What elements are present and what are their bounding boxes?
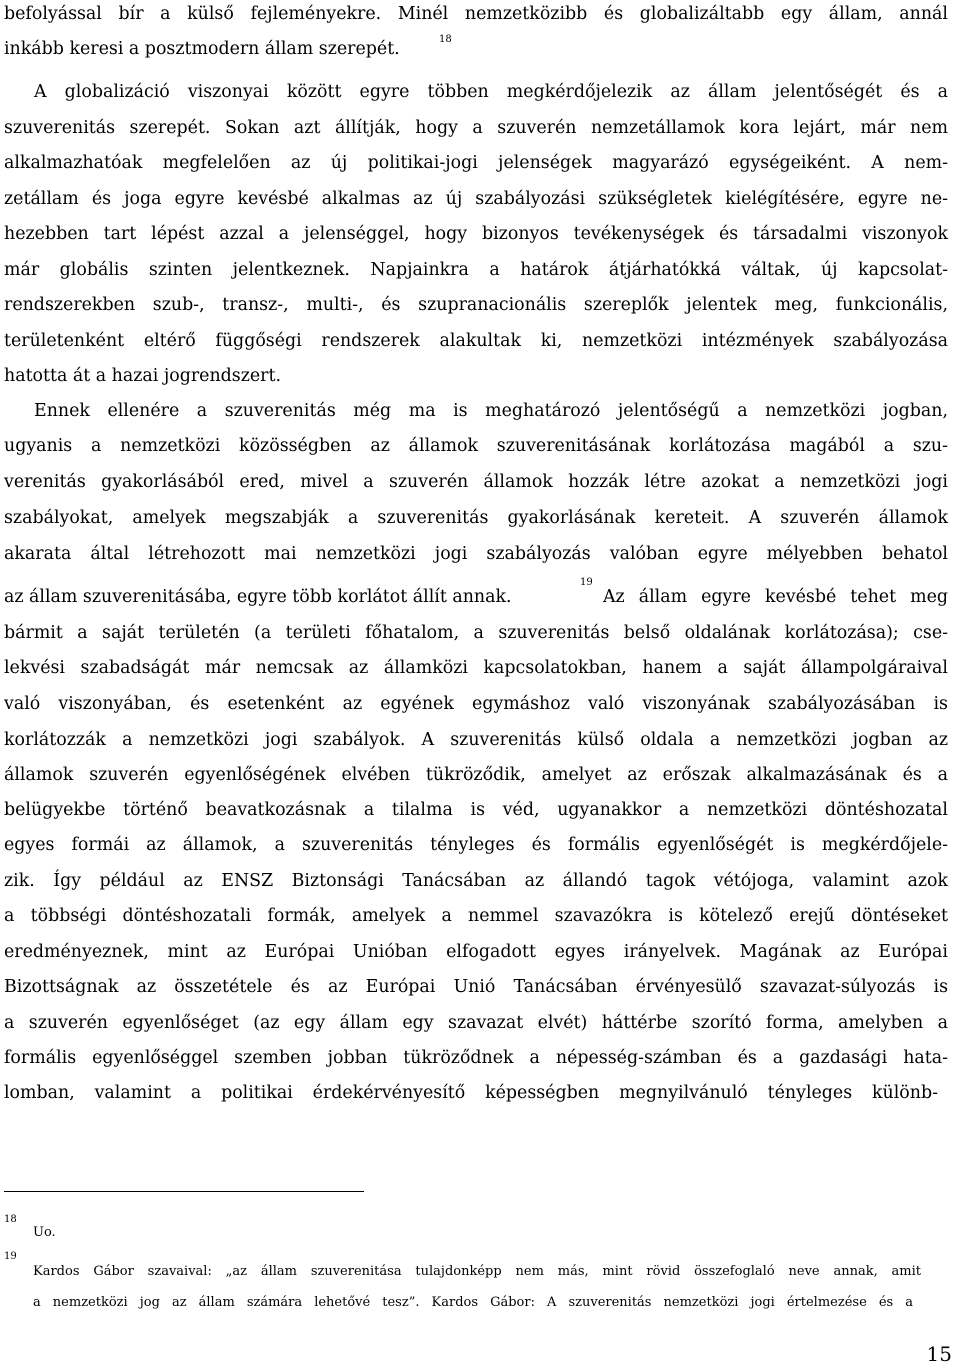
body-line: hatotta át a hazai jogrendszert. (4, 366, 282, 386)
body-line: Ennek ellenére a szuverenitás még ma is meghatározó jelentőségű a nemzetközi jogban, (34, 401, 948, 421)
body-line: ugyanis a nemzetközi közösségben az államok szuverenitásának korlátozása magából a szu- (4, 436, 948, 456)
body-line: belügyekbe történő beavatkozásnak a tilalma is véd, ugyanakkor a nemzetközi döntéshozatal (4, 800, 948, 820)
body-line: egyes formái az államok, a szuverenitás tényleges és formális egyenlőségét is megkérdőjele- (4, 835, 948, 855)
footnote-ref[interactable]: 18 (439, 34, 452, 45)
body-line: formális egyenlőséggel szemben jobban tükröződnek a népesség-számban és a gazdasági hata- (4, 1048, 948, 1068)
body-line: Bizottságnak az összetétele és az Európai Unió Tanácsában érvényesülő szavazat-súlyozás is (4, 977, 948, 997)
footnote-text: a nemzetközi jog az állam számára lehetővé tesz”. Kardos Gábor: A szuverenitás nemzetközi jogi értelmezése és a (33, 1295, 913, 1310)
body-line: Az állam egyre kevésbé tehet meg (603, 587, 948, 607)
body-line: eredményeznek, mint az Európai Unióban elfogadott egyes irányelvek. Magának az Európai (4, 942, 948, 962)
body-line: alkalmazhatóak megfelelően az új politikai-jogi jelenségek magyarázó egységeiként. A nem- (4, 153, 948, 173)
body-line: területenként eltérő függőségi rendszerek alakultak ki, nemzetközi intézmények szabályozása (4, 331, 948, 351)
page-number: 15 (926, 1342, 952, 1366)
body-line: a szuverén egyenlőséget (az egy állam egy szavazat elvét) háttérbe szorító forma, amelyben a (4, 1013, 948, 1033)
body-line: szabályokat, amelyek megszabják a szuverenitás gyakorlásának kereteit. A szuverén államok (4, 508, 948, 528)
body-line: zik. Így például az ENSZ Biztonsági Tanácsában az állandó tagok vétójoga, valamint azok (4, 871, 948, 891)
body-line: már globális szinten jelentkeznek. Napjainkra a határok átjárhatókká váltak, új kapcsolat- (4, 260, 948, 280)
footnote-text: Uo. (33, 1225, 56, 1240)
body-line: korlátozzák a nemzetközi jogi szabályok. A szuverenitás külső oldala a nemzetközi jogban az (4, 730, 948, 750)
footnote-ref[interactable]: 19 (580, 577, 593, 588)
body-line: befolyással bír a külső fejleményekre. Minél nemzetközibb és globalizáltabb egy állam, annál (4, 4, 948, 24)
body-line: a többségi döntéshozatali formák, amelyek a nemmel szavazókra is kötelező erejű döntéseket (4, 906, 948, 926)
body-line: zetállam és joga egyre kevésbé alkalmas az új szabályozási szükségletek kielégítésére, egyre ne- (4, 189, 948, 209)
footnote-separator (4, 1191, 364, 1192)
body-line: szuverenitás szerepét. Sokan azt állítják, hogy a szuverén nemzetállamok kora lejárt, már nem (4, 118, 948, 138)
body-line: hezebben tart lépést azzal a jelenséggel, hogy bizonyos tevékenységek és társadalmi viszonyok (4, 224, 948, 244)
body-line: az állam szuverenitásába, egyre több korlátot állít annak. (4, 587, 512, 607)
body-line: bármit a saját területén (a területi főhatalom, a szuverenitás belső oldalának korlátozása); cse- (4, 623, 948, 643)
body-line: lekvési szabadságát már nemcsak az államközi kapcsolatokban, hanem a saját állampolgáraival (4, 658, 948, 678)
body-line: akarata által létrehozott mai nemzetközi jogi szabályozás valóban egyre mélyebben behatol (4, 544, 948, 564)
body-line: való viszonyában, és esetenként az egyének egymáshoz való viszonyának szabályozásában is (4, 694, 948, 714)
body-line: A globalizáció viszonyai között egyre többen megkérdőjelezik az állam jelentőségét és a (34, 82, 948, 102)
body-line: lomban, valamint a politikai érdekérvényesítő képességben megnyilvánuló tényleges különb- (4, 1083, 938, 1103)
footnote-number: 19 (4, 1251, 17, 1262)
footnote-text: Kardos Gábor szavaival: „az állam szuverenitása tulajdonképp nem más, mint rövid összefoglaló neve annak, amit (33, 1264, 921, 1279)
body-line: inkább keresi a posztmodern állam szerepét. (4, 39, 400, 59)
body-line: államok szuverén egyenlőségének elvében tükröződik, amelyet az erőszak alkalmazásának és a (4, 765, 948, 785)
body-line: verenitás gyakorlásából ered, mivel a szuverén államok hozzák létre azokat a nemzetközi jogi (4, 472, 948, 492)
body-line: rendszerekben szub-, transz-, multi-, és szupranacionális szereplők jelentek meg, funkcionális, (4, 295, 948, 315)
footnote-number: 18 (4, 1214, 17, 1225)
